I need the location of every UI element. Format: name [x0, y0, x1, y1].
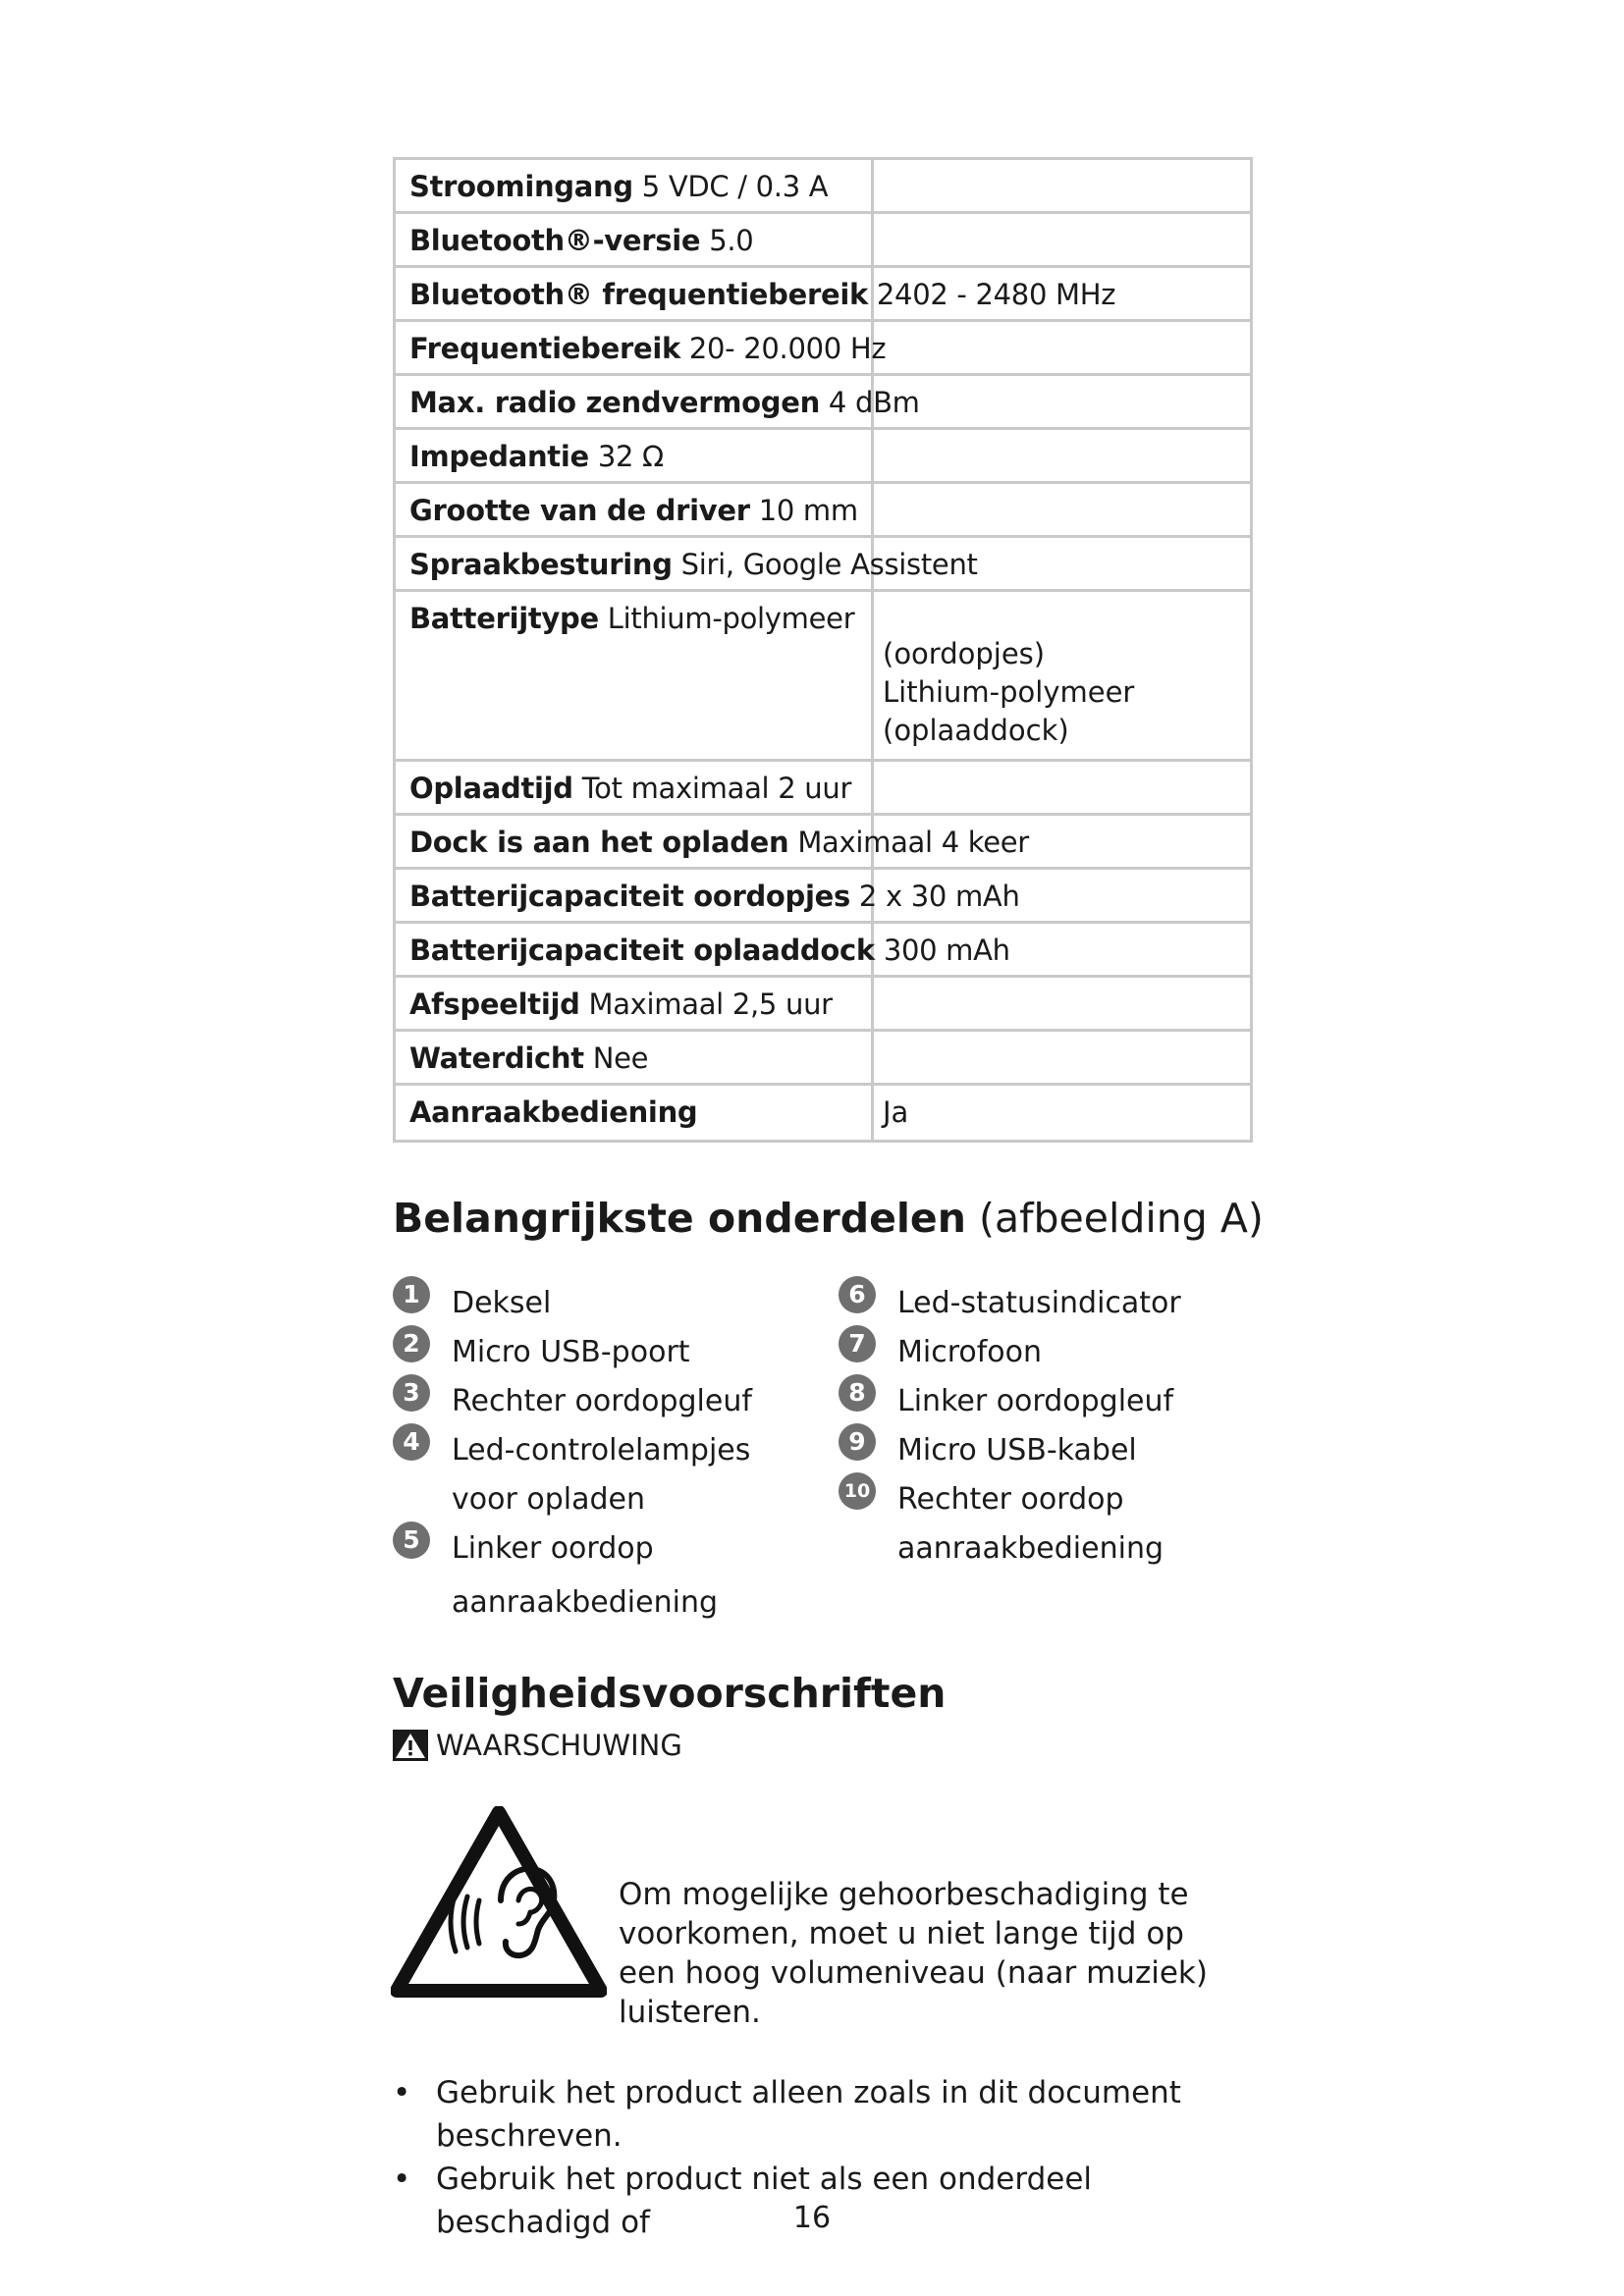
spec-row: [396, 978, 1250, 1032]
parts-heading: Belangrijkste onderdelen (afbeelding A): [393, 1195, 1264, 1242]
spec-label: Bluetooth® frequentiebereik: [409, 278, 868, 311]
part-number-badge: 6: [839, 1276, 876, 1313]
part-label: Led-statusindicator: [897, 1286, 1181, 1320]
spec-value: Lithium-polymeer: [607, 602, 855, 635]
bullet-text: Gebruik het product alleen zoals in dit document beschreven.: [436, 2075, 1181, 2154]
spec-value: Maximaal 2,5 uur: [588, 988, 833, 1021]
spec-value: Nee: [592, 1041, 649, 1075]
spec-label: Afspeeltijd: [409, 988, 580, 1021]
spec-row: [396, 592, 1250, 762]
spec-value: 20- 20.000 Hz: [688, 332, 887, 365]
spec-label: Batterijcapaciteit oordopjes: [409, 880, 850, 913]
spec-label: Aanraakbediening: [409, 1095, 698, 1129]
part-label: Rechter oordopgleuf: [452, 1384, 752, 1418]
spec-row: [396, 484, 1250, 538]
part-number-badge: 5: [393, 1522, 430, 1559]
part-label: Rechter oordop: [897, 1482, 1124, 1517]
hearing-warning-text: Om mogelijke gehoorbeschadiging te voorkomen, moet u niet lange tijd op een hoog volumeniveau (naar muziek) luisteren.: [619, 1877, 1208, 2030]
spec-value: Maximaal 4 keer: [797, 826, 1029, 859]
spec-value: Tot maximaal 2 uur: [581, 772, 852, 805]
list-item: [393, 2071, 1257, 2158]
part-label-continued: aanraakbediening: [452, 1585, 718, 1620]
spec-value: 32 Ω: [597, 440, 664, 473]
spec-label: Oplaadtijd: [409, 772, 573, 805]
spec-row: [396, 1032, 1250, 1086]
spec-row: [396, 376, 1250, 430]
spec-label: Stroomingang: [409, 170, 633, 203]
part-number-badge: 7: [839, 1325, 876, 1362]
part-label: Led-controlelampjes: [452, 1433, 751, 1468]
spec-value: 4 dBm: [828, 386, 920, 419]
part-label: Linker oordopgleuf: [897, 1384, 1174, 1418]
spec-row: [396, 870, 1250, 924]
part-label-continued: aanraakbediening: [897, 1531, 1164, 1566]
part-number-badge: 2: [393, 1325, 430, 1362]
bullet-marker: •: [393, 2075, 411, 2110]
spec-row: [396, 160, 1250, 214]
spec-label: Frequentiebereik: [409, 332, 680, 365]
spec-value: 300 mAh: [883, 934, 1010, 967]
spec-label: Batterijcapaciteit oplaaddock: [409, 934, 875, 967]
spec-row: [396, 538, 1250, 592]
spec-label: Grootte van de driver: [409, 494, 750, 527]
spec-row: [396, 322, 1250, 376]
spec-value: 10 mm: [758, 494, 858, 527]
spec-label: Batterijtype: [409, 602, 599, 635]
spec-table: [393, 157, 1253, 1143]
spec-label: Impedantie: [409, 440, 589, 473]
bullet-text: Gebruik het product niet als een onderdeel beschadigd of: [436, 2162, 1092, 2240]
part-number-badge: 3: [393, 1374, 430, 1412]
spec-value: 2402 - 2480 MHz: [876, 278, 1116, 311]
spec-label: Waterdicht: [409, 1041, 584, 1075]
spec-value: 5 VDC / 0.3 A: [641, 170, 829, 203]
spec-row: [396, 214, 1250, 268]
spec-row: [396, 762, 1250, 816]
part-label: Micro USB-kabel: [897, 1433, 1137, 1468]
part-label: Deksel: [452, 1286, 552, 1320]
part-number-badge: 10: [839, 1472, 876, 1510]
spec-row: [396, 816, 1250, 870]
spec-value: 5.0: [709, 224, 754, 257]
spec-value: 2 x 30 mAh: [858, 880, 1020, 913]
part-label: Micro USB-poort: [452, 1335, 690, 1369]
spec-row: [396, 924, 1250, 978]
part-label-continued: voor opladen: [452, 1482, 645, 1517]
spec-value: Ja: [883, 1095, 909, 1129]
spec-label: Dock is aan het opladen: [409, 826, 789, 859]
part-number-badge: 4: [393, 1423, 430, 1461]
spec-row: [396, 1086, 1250, 1140]
page-number: 16: [792, 2201, 832, 2235]
hearing-damage-warning-icon: [391, 1806, 607, 1999]
part-number-badge: 9: [839, 1423, 876, 1461]
spec-row: [396, 430, 1250, 484]
spec-label: Bluetooth®-versie: [409, 224, 701, 257]
part-label: Microfoon: [897, 1335, 1043, 1369]
spec-label: Spraakbesturing: [409, 548, 673, 581]
spec-label: Max. radio zendvermogen: [409, 386, 820, 419]
part-number-badge: 8: [839, 1374, 876, 1412]
part-number-badge: 1: [393, 1276, 430, 1313]
part-label: Linker oordop: [452, 1531, 654, 1566]
spec-row: [396, 268, 1250, 322]
bullet-marker: •: [393, 2162, 411, 2197]
warning-triangle-icon: [393, 1730, 428, 1761]
safety-heading: Veiligheidsvoorschriften: [393, 1670, 947, 1717]
spec-value-continuation: (oordopjes) Lithium-polymeer (oplaaddock): [883, 637, 1135, 747]
spec-value: Siri, Google Assistent: [680, 548, 978, 581]
